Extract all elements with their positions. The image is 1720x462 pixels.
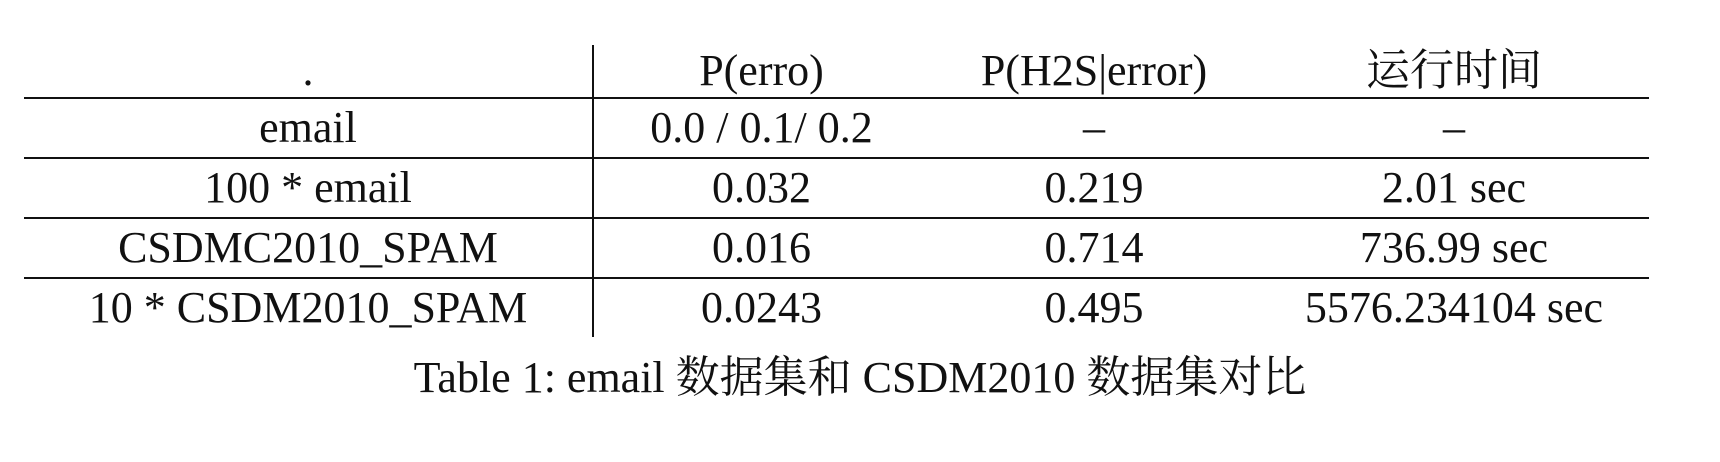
header-cell-p-error: P(erro) (593, 45, 929, 98)
header-cell-p-h2s-error: P(H2S|error) (929, 45, 1259, 98)
header-cell-label: . (24, 45, 593, 98)
cell-p-h2s-error: – (929, 98, 1259, 158)
cell-p-error: 0.0243 (701, 283, 822, 332)
row-label: CSDMC2010_SPAM (24, 218, 593, 278)
row-label: 10 * CSDM2010_SPAM (24, 278, 593, 337)
table-header-row (24, 45, 1649, 98)
header-cell-runtime: 运行时间 (1259, 45, 1649, 98)
cell-runtime: – (1259, 98, 1649, 158)
cell-p-h2s-error: 0.219 (929, 158, 1259, 218)
cell-runtime: 5576.234104 sec (1304, 283, 1604, 332)
table-row (24, 278, 1649, 337)
table-row (24, 98, 1649, 158)
cell-p-error: 0.016 (593, 218, 929, 278)
cell-p-error: 0.032 (593, 158, 929, 218)
cell-p-h2s-error: 0.714 (929, 218, 1259, 278)
results-table (24, 45, 1649, 337)
cell-p-h2s-error: 0.495 (1044, 283, 1144, 332)
row-label: email (24, 98, 593, 158)
cell-p-error: 0.0 / 0.1/ 0.2 (593, 98, 929, 158)
table-caption: Table 1: email 数据集和 CSDM2010 数据集对比 (413, 353, 1307, 402)
table-row (24, 158, 1649, 218)
table-row (24, 218, 1649, 278)
cell-runtime: 2.01 sec (1259, 158, 1649, 218)
cell-runtime: 736.99 sec (1259, 218, 1649, 278)
row-label: 100 * email (24, 158, 593, 218)
